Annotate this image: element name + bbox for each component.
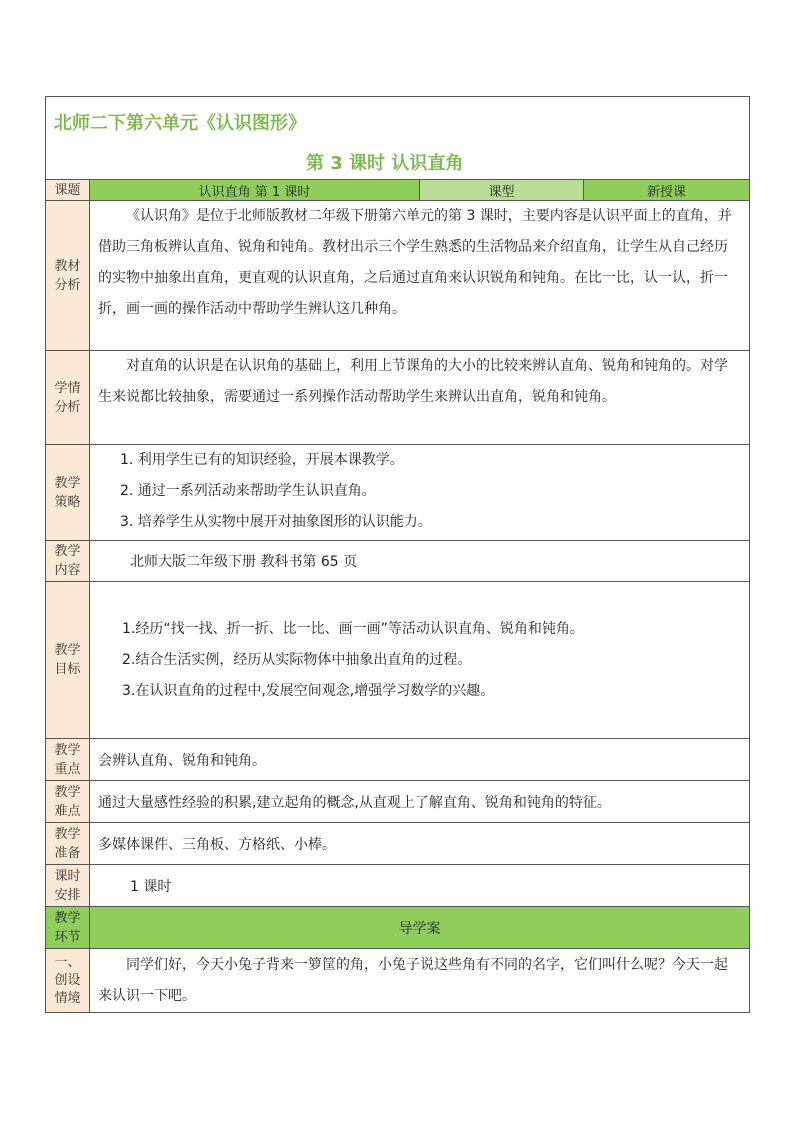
lesson-plan-sheet [45,96,749,1013]
content-label: 教学 内容 [46,541,90,582]
header-row [46,97,750,180]
lesson-type-value: 新授课 [584,180,750,201]
student-analysis-text: 对直角的认识是在认识角的基础上，利用上节课角的大小的比较来辨认直角、锐角和钝角的。对学生来说都比较抽象，需要通过一系列操作活动帮助学生来辨认出直角，锐角和钝角。 [90,351,750,445]
textbook-analysis-text: 《认识角》是位于北师版教材二年级下册第六单元的第 3 课时，主要内容是认识平面上的直角，并借助三角板辨认直角、锐角和钝角。教材出示三个学生熟悉的生活物品来介绍直角，让学生从自己经历的实物中抽象出直角，更直观的认识直角，之后通过直角来认识锐角和钝角。在比一比，认一认，折一折，画一画的操作活动中帮助学生辨认这几种角。 [90,201,750,351]
document-title: 北师二下第六单元《认识图形》 [54,113,306,134]
preparation-row [46,823,750,865]
stages-heading: 导学案 [90,907,750,949]
scenario-row [46,949,750,1013]
strategy-item: 2. 通过一系列活动来帮助学生认识直角。 [120,483,376,499]
header-cell [46,97,750,180]
strategy-item: 1. 利用学生已有的知识经验，开展本课教学。 [120,452,404,468]
schedule-row [46,865,750,907]
difficulties-row [46,781,750,823]
strategy-list [90,445,750,541]
topic-value: 认识直角 第 1 课时 [90,180,420,201]
textbook-analysis-label: 教材 分析 [46,201,90,351]
topic-label: 课题 [46,180,90,201]
lesson-plan-table [45,96,750,1013]
topic-row [46,180,750,201]
strategy-row [46,445,750,541]
goal-item: 2.结合生活实例，经历从实际物体中抽象出直角的过程。 [122,651,472,668]
stages-label: 教学 环节 [46,907,90,949]
preparation-text: 多媒体课件、三角板、方格纸、小棒。 [90,823,750,865]
key-points-label: 教学 重点 [46,739,90,781]
lesson-title: 第 3 课时 认识直角 [306,153,464,174]
stages-row [46,907,750,949]
key-points-row [46,739,750,781]
schedule-text: 1 课时 [90,865,750,907]
schedule-label: 课时 安排 [46,865,90,907]
lesson-type-label: 课型 [420,180,584,201]
student-analysis-row [46,351,750,445]
scenario-label: 一、 创设 情境 [46,949,90,1013]
content-row [46,541,750,582]
goals-list [90,582,750,739]
key-points-text: 会辨认直角、锐角和钝角。 [90,739,750,781]
student-analysis-label: 学情 分析 [46,351,90,445]
scenario-text: 同学们好，今天小兔子背来一箩筐的角，小兔子说这些角有不同的名字，它们叫什么呢？今天一起来认识一下吧。 [90,949,750,1013]
goal-item: 3.在认识直角的过程中,发展空间观念,增强学习数学的兴趣。 [122,682,495,699]
strategy-label: 教学 策略 [46,445,90,541]
goals-label: 教学 目标 [46,582,90,739]
content-text: 北师大版二年级下册 教科书第 65 页 [90,541,750,582]
goals-row [46,582,750,739]
difficulties-text: 通过大量感性经验的积累,建立起角的概念,从直观上了解直角、锐角和钝角的特征。 [90,781,750,823]
goal-item: 1.经历“找一找、折一折、比一比、画一画”等活动认识直角、锐角和钝角。 [122,620,584,637]
preparation-label: 教学 准备 [46,823,90,865]
difficulties-label: 教学 难点 [46,781,90,823]
strategy-item: 3. 培养学生从实物中展开对抽象图形的认识能力。 [120,514,432,530]
textbook-analysis-row [46,201,750,351]
